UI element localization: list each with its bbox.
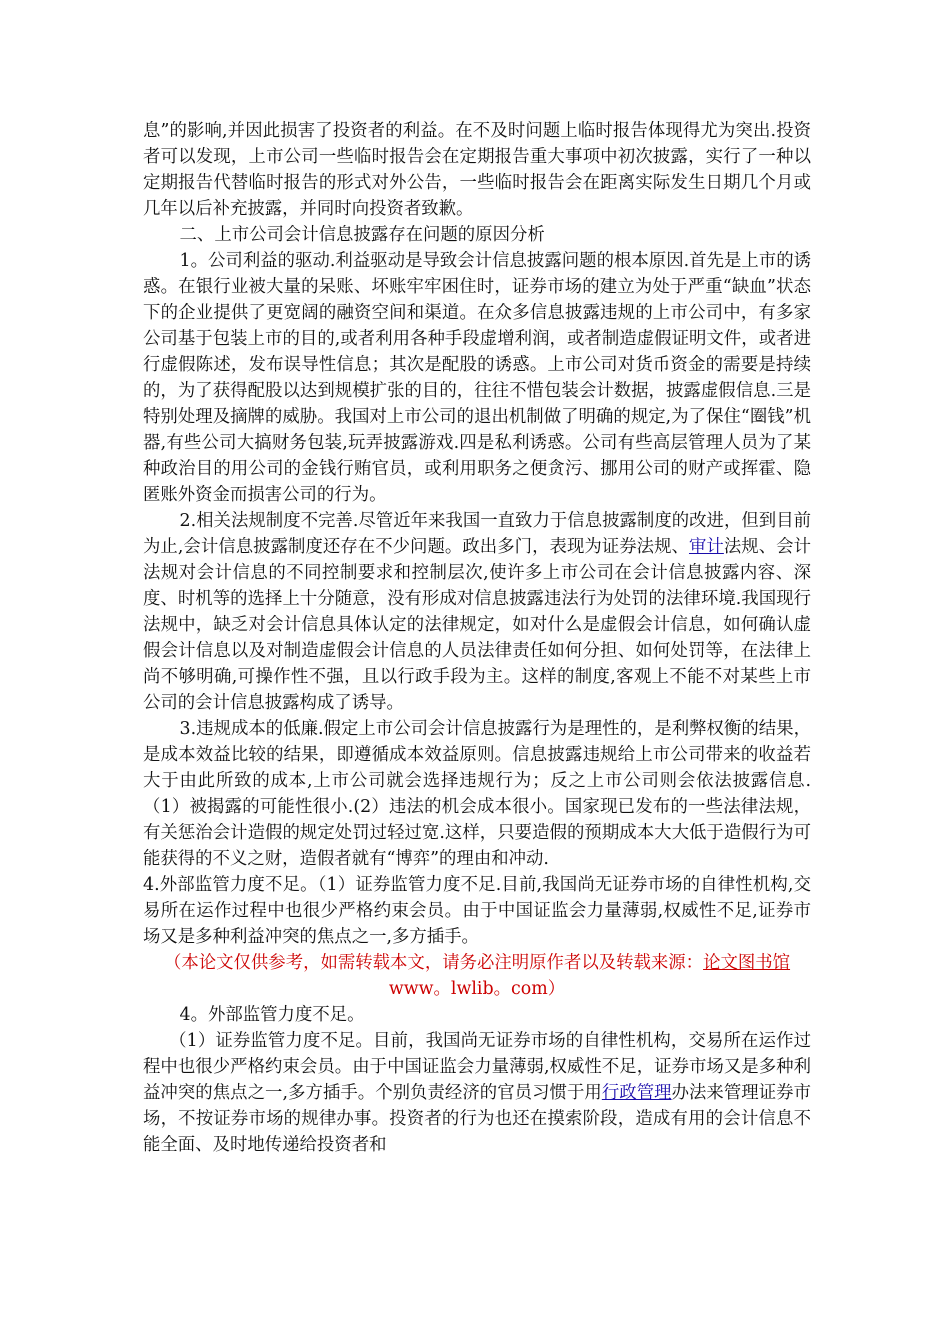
paragraph-disclosure-timeliness: 息”的影响,并因此损害了投资者的利益。在不及时问题上临时报告体现得尤为突出.投资者可以发现，上市公司一些临时报告会在定期报告重大事项中初次披露，实行了一种以定期报告代替临时报告的形式对外公告，一些临时报告会在距离实际发生日期几个月或几年以后补充披露，并同时向投资者致歉。 [143,121,811,219]
text-segment: 法规、会计法规对会计信息的不同控制要求和控制层次,使许多上市公司在会计信息披露内容、深度、时机等的选择上十分随意，没有形成对信息披露违法行为处罚的法律环境.我国现行法规中，缺乏对会计信息具体认定的法律规定，如对什么是虚假会计信息，如何确认虚假会计信息以及对制造虚假会计信息的人员法律责任如何分担、如何处罚等，在法律上尚不够明确,可操作性不强，且以行政手段为主。这样的制度,客观上不能不对某些上市公司的会计信息披露构成了诱导。 [143,537,811,713]
notice-url: www。lwlib。com） [388,979,566,999]
paragraph-reason-2 [143,508,811,716]
paragraph-reason-3: 3.违规成本的低廉.假定上市公司会计信息披露行为是理性的，是利弊权衡的结果，是成本效益比较的结果，即遵循成本效益原则。信息披露违规给上市公司带来的收益若大于由此所致的成本,上市公司就会选择违规行为；反之上市公司则会依法披露信息.（1）被揭露的可能性很小.(2）违法的机会成本很小。国家现已发布的一些法律法规，有关惩治会计造假的规定处罚过轻过宽.这样，只要造假的预期成本大大低于造假行为可能获得的不义之财，造假者就有“博弈”的理由和冲动. [143,719,811,869]
reprint-notice [143,950,811,1002]
section-heading: 二、上市公司会计信息披露存在问题的原因分析 [179,225,545,245]
subheading-reason-4: 4。外部监管力度不足。 [179,1005,365,1025]
text-segment: 2.相关法规制度不完善.尽管近年来我国一直致力于信息披露制度的改进，但到目前为止,会计信息披露制度还存在不少问题。政出多门，表现为证券法规、 [143,511,811,557]
text-segment: （1）证券监管力度不足。目前，我国尚无证券市场的自律性机构，交易所在运作过程中也很少严格约束会员。由于中国证监会力量薄弱,权威性不足，证券市场又是多种利益冲突的焦点之一,多方插手。个别负责经济的官员习惯于用 [143,1031,811,1103]
paragraph-securities-supervision [143,1028,811,1158]
document-body [143,118,811,1158]
lwlib-link[interactable]: 论文图书馆 [703,953,791,973]
notice-text: （本论文仅供参考，如需转载本文，请务必注明原作者以及转载来源： [163,953,704,973]
text-segment: 办法来管理证券市场，不按证券市场的规律办事。投资者的行为也还在摸索阶段，造成有用的会计信息不能全面、及时地传递给投资者和 [143,1083,811,1155]
admin-management-link[interactable]: 行政管理 [601,1083,672,1103]
audit-link[interactable]: 审计 [688,537,724,557]
paragraph-reason-1: 1。公司利益的驱动.利益驱动是导致会计信息披露问题的根本原因.首先是上市的诱惑。在银行业被大量的呆账、坏账牢牢困住时，证券市场的建立为处于严重“缺血”状态下的企业提供了更宽阔的融资空间和渠道。在众多信息披露违规的上市公司中，有多家公司基于包装上市的目的,或者利用各种手段虚增利润，或者制造虚假证明文件，或者进行虚假陈述，发布误导性信息；其次是配股的诱惑。上市公司对货币资金的需要是持续的，为了获得配股以达到规模扩张的目的，往往不惜包装会计数据，披露虚假信息.三是特别处理及摘牌的威胁。我国对上市公司的退出机制做了明确的规定,为了保住“圈钱”机器,有些公司大搞财务包装,玩弄披露游戏.四是私利诱惑。公司有些高层管理人员为了某种政治目的用公司的金钱行贿官员，或利用职务之便贪污、挪用公司的财产或挥霍、隐匿账外资金而损害公司的行为。 [143,251,811,505]
paragraph-reason-4-summary: 4.外部监管力度不足。（1）证券监管力度不足.目前,我国尚无证券市场的自律性机构,交易所在运作过程中也很少严格约束会员。由于中国证监会力量薄弱,权威性不足,证券市场又是多种利益冲突的焦点之一,多方插手。 [143,875,811,947]
